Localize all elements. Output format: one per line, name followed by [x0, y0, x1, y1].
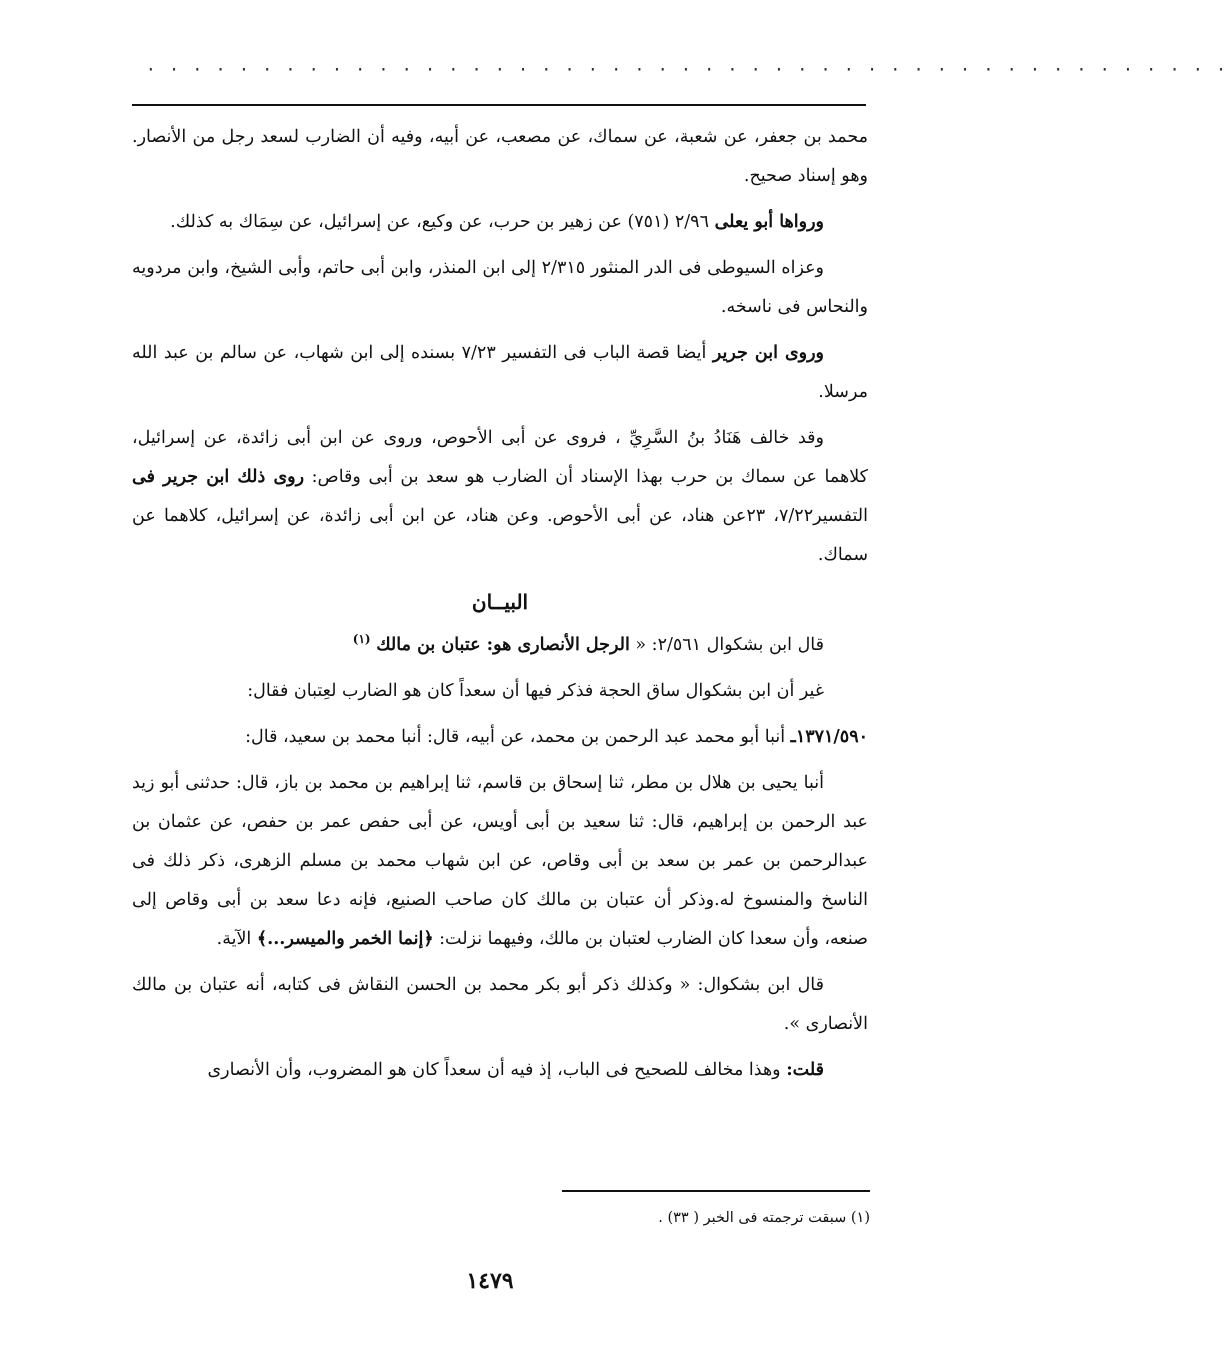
paragraph-ibn-jarir [132, 334, 868, 412]
paragraph-naqqash: قال ابن بشكوال: « وكذلك ذكر أبو بكر محمد بن الحسن النقاش فى كتابه، أنه عتبان بن مالك الأنصارى ». [132, 975, 868, 1034]
paragraph-argument: غير أن ابن بشكوال ساق الحجة فذكر فيها أن سعداً كان هو الضارب لعِتبان فقال: [247, 681, 824, 701]
bold-inline: الرجل الأنصارى هو: عتبان بن مالك [376, 635, 630, 655]
paragraph-text: قال ابن بشكوال ٢/٥٦١: « [629, 635, 824, 655]
bold-inline: روى ذلك ابن جرير فى [132, 467, 305, 487]
paragraph-text: التفسير٧/٢٢، ٢٣عن هناد، عن أبى الأحوص. وعن هناد، عن ابن أبى زائدة، عن إسرائيل، كلاهما عن سماك. [132, 506, 868, 565]
paragraph-isnad [132, 764, 868, 959]
bold-lead: وروى ابن جرير [712, 343, 824, 363]
paragraph-hannad [132, 419, 868, 575]
footnote: (١) سبقت ترجمته فى الخبر ( ٣٣) . [658, 1210, 870, 1226]
paragraph-text: وهذا مخالف للصحيح فى الباب، إذ فيه أن سعداً كان هو المضروب، وأن الأنصارى [207, 1060, 787, 1080]
paragraph-abu-yala [132, 203, 868, 242]
header-rule [132, 104, 866, 106]
paragraph-text: أنبا يحيى بن هلال بن مطر، ثنا إسحاق بن قاسم، ثنا إبراهيم بن محمد بن باز، قال: حدثنى أبو زيد عبد الرحمن بن إبراهيم، قال: ثنا سعيد بن أبى أويس، عن أبى حفص عمر بن حفص، عن عثمان بن عبدالرحمن بن عمر بن سعد بن أبى وقاص، عن ابن شهاب محمد بن مسلم الزهرى، ذكر ذلك فى الناسخ والمنسوخ له.وذكر أن عتبان بن مالك كان صاحب الصنيع، فإنه دعا سعد بن أبى وقاص إلى صنعه، وأن سعدا كان الضارب لعتبان بن مالك، وفيهما نزلت: [132, 773, 868, 949]
paragraph-text: أنبا أبو محمد عبد الرحمن بن محمد، عن أبيه، قال: أنبا محمد بن سعيد، قال: [245, 727, 791, 747]
paragraph-text: وقد خالف هَنَادُ بنُ السَّرِيِّ ، فروى عن أبى الأحوص، وروى عن ابن أبى زائدة، عن إسرائيل، كلاهما عن سماك بن حرب بهذا الإسناد أن الضارب هو سعد بن أبى وقاص: [132, 428, 868, 487]
paragraph-ibn-bashkuwal [132, 626, 868, 665]
dotted-separator: · · · · · · · · · · · · · · · · · · · · · · · · · · · · · · · · · · · · · · · · · · · · · · · [146, 60, 1228, 79]
paragraph-continued: محمد بن جعفر، عن شعبة، عن سماك، عن مصعب، عن أبيه، وفيه أن الضارب لسعد رجل من الأنصار. وهو إسناد صحيح. [132, 127, 868, 186]
paragraph-hadith-number [132, 718, 868, 757]
footnote-rule [562, 1190, 870, 1192]
footnote-marker: (١) [352, 632, 371, 647]
paragraph-suyuti: وعزاه السيوطى فى الدر المنثور ٢/٣١٥ إلى ابن المنذر، وابن أبى حاتم، وأبى الشيخ، وابن مردويه والنحاس فى ناسخه. [132, 258, 868, 317]
paragraph-qultu [132, 1051, 868, 1090]
quran-quote: ﴿إنما الخمر والميسر...﴾ [256, 929, 434, 949]
page-body [132, 118, 868, 1097]
bold-lead: قلت: [786, 1060, 824, 1080]
paragraph-text: الآية. [216, 929, 257, 949]
hadith-number: ١٣٧١/٥٩٠ـ [790, 727, 868, 747]
paragraph-text: أيضا قصة الباب فى التفسير ٧/٢٣ بسنده إلى ابن شهاب، عن سالم بن عبد الله مرسلا. [132, 343, 868, 402]
bold-lead: ورواها أبو يعلى [714, 212, 824, 232]
page-number: ١٤٧٩ [466, 1268, 514, 1294]
section-heading: البيــان [471, 590, 529, 614]
paragraph-text: ٢/٩٦ (٧٥١) عن زهير بن حرب، عن وكيع، عن إسرائيل، عن سِمَاك به كذلك. [170, 212, 715, 232]
